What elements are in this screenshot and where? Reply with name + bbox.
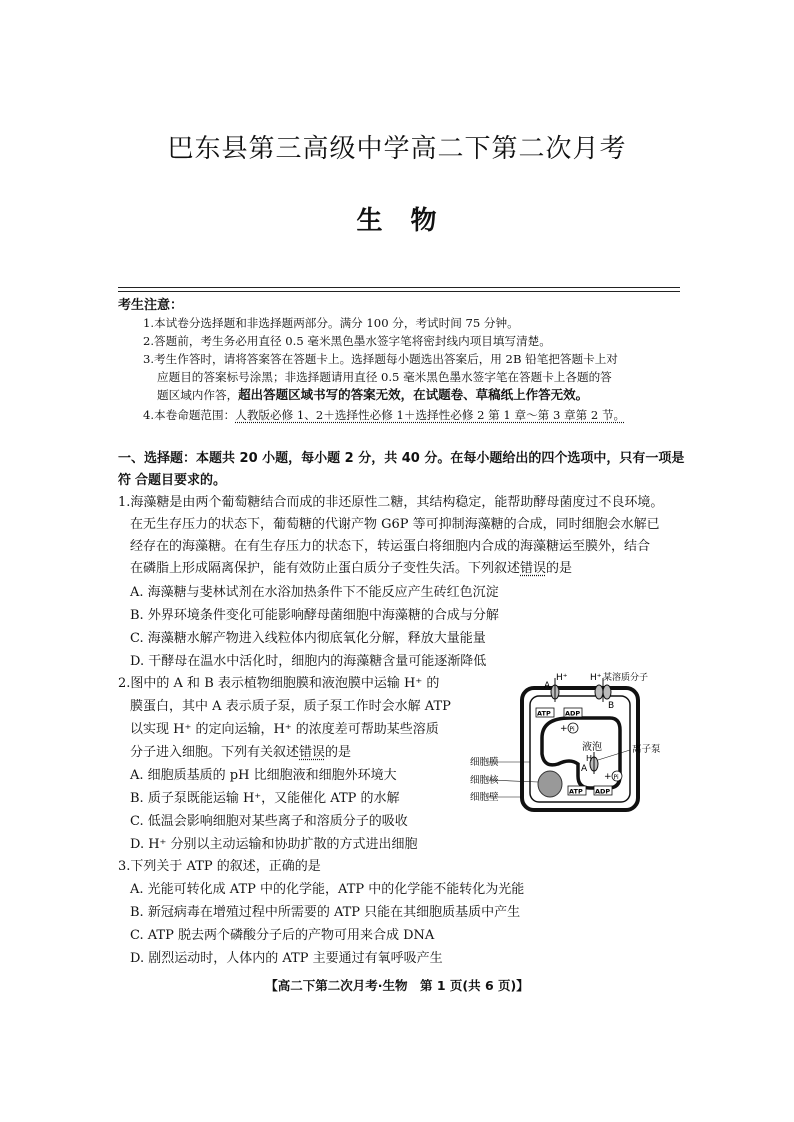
q1-option-d: D. 干酵母在温水中活化时，细胞内的海藻糖含量可能逐渐降低	[130, 654, 487, 669]
exam-title: 巴东县第三高级中学高二下第二次月考	[167, 134, 627, 164]
label-pi-bottom: Pi	[613, 774, 619, 781]
label-h-top: H⁺	[556, 673, 568, 683]
label-adp-bottom: ADP	[595, 787, 611, 796]
label-h-top-2: H⁺	[590, 673, 602, 683]
q1-line-1: 1.海藻糖是由两个葡萄糖结合而成的非还原性二糖，其结构稳定，能帮助酵母菌度过不良环境。	[118, 495, 664, 510]
q2-option-d: D. H⁺ 分别以主动运输和协助扩散的方式进出细胞	[130, 837, 418, 852]
label-vacuole: 液泡	[582, 742, 602, 753]
q2-option-c: C. 低温会影响细胞对某些离子和溶质分子的吸收	[130, 814, 408, 829]
label-atp-top: ATP	[537, 709, 551, 718]
q2-line-3: 以实现 H⁺ 的定向运输，H⁺ 的浓度差可帮助某些溶质	[130, 722, 439, 737]
page-footer: 【高二下第二次月考·生物 第 1 页(共 6 页)】	[265, 978, 529, 993]
notice-item-4	[143, 406, 688, 424]
divider-top	[118, 287, 680, 288]
label-a-mid: A	[581, 764, 588, 774]
q1-line-3: 经存在的海藻糖。在有生存压力的状态下，转运蛋白将细胞内合成的海藻糖运至膜外，结合	[130, 539, 651, 554]
notice-item-3-line-2: 应题目的答案标号涂黑；非选择题请用直径 0.5 毫米黑色墨水签字笔在答题卡上各题的答	[157, 370, 612, 384]
label-plus-bottom: +	[604, 772, 612, 782]
q3-option-a: A. 光能可转化成 ATP 中的化学能，ATP 中的化学能不能转化为光能	[130, 882, 525, 897]
label-pi-top: Pi	[569, 726, 575, 733]
section-1-line-2: 合题目要求的。	[135, 473, 227, 488]
q2-line-4-text: 分子进入细胞。下列有关叙述	[130, 745, 300, 760]
q3-option-b: B. 新冠病毒在增殖过程中所需要的 ATP 只能在其细胞质基质中产生	[130, 905, 521, 920]
carrier-b-right	[603, 685, 611, 699]
q2-line-4-end: 的是	[325, 745, 352, 760]
q2-line-2: 膜蛋白，其中 A 表示质子泵，质子泵工作时会水解 ATP	[130, 699, 451, 714]
label-a-top: A	[544, 681, 551, 691]
q1-option-b: B. 外界环境条件变化可能影响酵母菌细胞中海藻糖的合成与分解	[130, 608, 499, 623]
q2-option-a: A. 细胞质基质的 pH 比细胞液和细胞外环境大	[130, 768, 397, 783]
notice-item-3-line-1: 3.考生作答时，请将答案答在答题卡上。选择题每小题选出答案后，用 2B 铅笔把答题卡上对	[143, 352, 618, 366]
label-ion-pump: 离子泵	[632, 744, 661, 755]
notice-item-3-line-3-bold: 超出答题区域书写的答案无效，在试题卷、草稿纸上作答无效。	[238, 387, 589, 402]
leader-ion-pump	[598, 750, 630, 760]
q2-line-1: 2.图中的 A 和 B 表示植物细胞膜和液泡膜中运输 H⁺ 的	[118, 676, 440, 691]
label-b: B	[608, 701, 615, 711]
notice-item-3-line-3-plain: 题区域内作答，	[157, 388, 239, 402]
q1-line-4-end: 的是	[546, 561, 573, 576]
q3-option-d: D. 剧烈运动时，人体内的 ATP 主要通过有氧呼吸产生	[130, 951, 443, 966]
notice-item-1: 1.本试卷分选择题和非选择题两部分。满分 100 分，考试时间 75 分钟。	[143, 316, 519, 330]
label-wall: 细胞壁	[470, 792, 499, 803]
notice-heading: 考生注意：	[118, 298, 184, 313]
carrier-b-left	[595, 685, 603, 699]
subject-title: 生 物	[356, 206, 438, 236]
q1-keyword: 错误	[520, 561, 547, 576]
label-atp-bottom: ATP	[569, 787, 583, 796]
q1-line-2: 在无生存压力的状态下，葡萄糖的代谢产物 G6P 等可抑制海藻糖的合成，同时细胞会水解已	[130, 517, 660, 532]
cell-diagram	[470, 668, 690, 818]
notice-item-3-line-3	[157, 386, 689, 404]
q2-option-b: B. 质子泵既能运输 H⁺，又能催化 ATP 的水解	[130, 791, 400, 806]
notice-item-4-scope: 人教版必修 1、2＋选择性必修 1＋选择性必修 2 第 1 章～第 3 章第 2 节。	[235, 408, 626, 422]
q1-line-4	[130, 558, 698, 580]
notice-item-2: 2.答题前，考生务必用直径 0.5 毫米黑色墨水签字笔将密封线内项目填写清楚。	[143, 334, 551, 348]
label-h-mid: H⁺	[586, 754, 597, 763]
nucleus	[538, 771, 562, 797]
label-nucleus: 细胞核	[470, 775, 499, 786]
q2-keyword: 错误	[299, 745, 326, 760]
label-solute: 某溶质分子	[603, 673, 649, 683]
label-adp-top: ADP	[565, 709, 581, 718]
notice-item-4-prefix: 4.本卷命题范围：	[143, 408, 236, 422]
q3-option-c: C. ATP 脱去两个磷酸分子后的产物可用来合成 DNA	[130, 928, 435, 943]
q3-stem: 3.下列关于 ATP 的叙述，正确的是	[118, 859, 321, 874]
q2-line-4	[130, 742, 470, 764]
label-plus-top: +	[560, 724, 568, 734]
q1-line-4-text: 在磷脂上形成隔离保护，能有效防止蛋白质分子变性失活。下列叙述	[130, 561, 521, 576]
q1-option-c: C. 海藻糖水解产物进入线粒体内彻底氧化分解，释放大量能量	[130, 631, 486, 646]
label-membrane: 细胞膜	[470, 757, 499, 768]
divider-bottom	[118, 291, 680, 292]
q1-option-a: A. 海藻糖与斐林试剂在水浴加热条件下不能反应产生砖红色沉淀	[130, 585, 499, 600]
section-1-line-1: 一、选择题：本题共 20 小题，每小题 2 分，共 40 分。在每小题给出的四个选项中，只有一项是符	[118, 451, 685, 488]
